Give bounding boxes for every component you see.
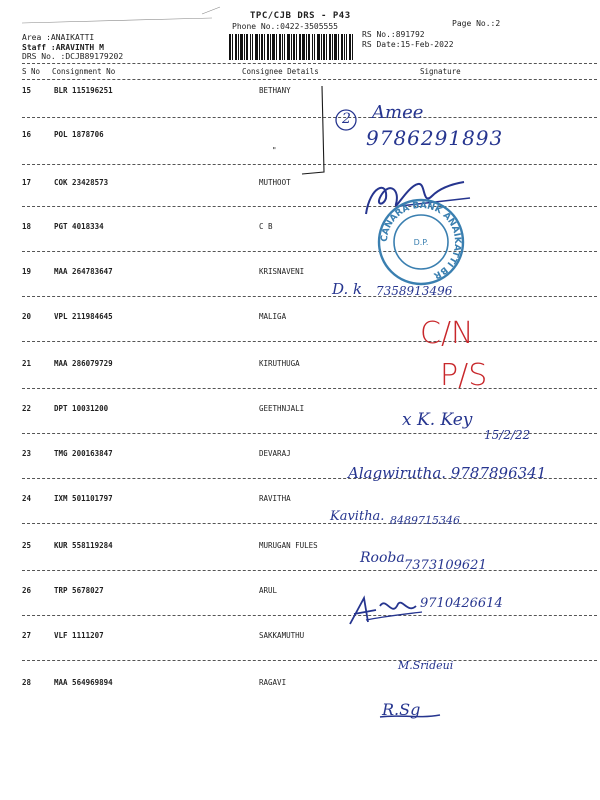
row-sno: 27 — [22, 631, 32, 640]
row-sno: 22 — [22, 404, 32, 413]
table-row — [0, 631, 600, 643]
row-sno: 20 — [22, 312, 32, 321]
right-meta-block — [362, 30, 454, 50]
row-sno: 25 — [22, 541, 32, 550]
row-consignee: KIRUTHUGA — [259, 359, 300, 368]
row-consignment: KUR 558119284 — [54, 541, 113, 550]
row-consignment: POL 1878706 — [54, 130, 104, 139]
row-consignment: MAA 264783647 — [54, 267, 113, 276]
staff-label: Staff :ARAVINTH M — [22, 42, 104, 52]
column-signature: Signature — [420, 67, 461, 76]
row-consignee: DEVARAJ — [259, 449, 291, 458]
handwritten-signature: M.Srideui — [398, 659, 454, 672]
row-consignment: VLF 1111207 — [54, 631, 104, 640]
handwritten-signature: x K. Key — [402, 410, 473, 430]
handwritten-signature: Kavitha. — [330, 509, 385, 524]
row-consignee: C B — [259, 222, 273, 231]
row-sno: 17 — [22, 178, 32, 187]
handwritten-phone: 7373109621 — [404, 558, 487, 573]
row-consignee: MUTHOOT — [259, 178, 291, 187]
table-row — [0, 449, 600, 461]
row-consignee: GEETHNJALI — [259, 404, 305, 413]
table-row — [0, 494, 600, 506]
handwritten-phone: 9710426614 — [420, 596, 503, 611]
header-frame-lines — [22, 6, 222, 24]
divider — [22, 63, 597, 64]
bank-stamp — [375, 196, 467, 288]
table-row — [0, 222, 600, 234]
row-consignment: PGT 4018334 — [54, 222, 104, 231]
row-sno: 23 — [22, 449, 32, 458]
row-sno: 18 — [22, 222, 32, 231]
table-row — [0, 541, 600, 553]
handwritten-date: 15/2/22 — [484, 428, 531, 442]
row-divider — [22, 206, 597, 207]
row-consignee: RAVITHA — [259, 494, 291, 503]
row-divider — [22, 296, 597, 297]
row-consignment: MAA 286079729 — [54, 359, 113, 368]
row-consignment: VPL 211984645 — [54, 312, 113, 321]
handwritten-phone: 7358913496 — [376, 284, 453, 298]
handwritten-signature: R.Sg — [382, 700, 421, 719]
row-divider — [22, 341, 597, 342]
document-title: TPC/CJB DRS - P43 — [250, 11, 351, 21]
row-consignee: BETHANY — [259, 86, 291, 95]
row-sno: 24 — [22, 494, 32, 503]
column-sno: S No — [22, 67, 41, 76]
rs-date: RS Date:15-Feb-2022 — [362, 40, 454, 49]
handwritten-code: C/N — [420, 316, 474, 351]
row-consignee: RAGAVI — [259, 678, 287, 687]
handwritten-code: P/S — [440, 358, 488, 393]
table-row — [0, 678, 600, 690]
row-consignee: KRISNAVENI — [259, 267, 305, 276]
column-consignee: Consignee Details — [242, 67, 319, 76]
handwritten-signature: Rooba — [360, 550, 405, 566]
handwritten-signature: Amee — [372, 102, 424, 123]
area-label: Area :ANAIKATTI — [22, 33, 95, 42]
row-sno: 15 — [22, 86, 32, 95]
row-consignee: MALIGA — [259, 312, 287, 321]
handwritten-phone: 9786291893 — [366, 126, 504, 150]
table-row — [0, 359, 600, 371]
handwritten-number: 2 — [342, 111, 351, 127]
row-divider — [22, 251, 597, 252]
rs-number: RS No.:891792 — [362, 30, 425, 39]
row-divider — [22, 523, 597, 524]
row-divider — [22, 388, 597, 389]
row-sno: 28 — [22, 678, 32, 687]
column-consignment: Consignment No — [52, 67, 116, 76]
page-number: Page No.:2 — [452, 19, 501, 28]
row-consignment: BLR 115196251 — [54, 86, 113, 95]
table-row — [0, 586, 600, 598]
signature-scribble — [346, 594, 426, 628]
stamp-center: D.P. — [413, 238, 429, 247]
row-consignee: SAKKAMUTHU — [259, 631, 305, 640]
row-consignment: TRP 5678027 — [54, 586, 104, 595]
handwritten-phone: 8489715346 — [390, 514, 460, 527]
row-sno: 21 — [22, 359, 32, 368]
table-row — [0, 267, 600, 279]
row-sno: 19 — [22, 267, 32, 276]
row-consignment: DPT 10031200 — [54, 404, 109, 413]
stamp-text: CANARA BANK ANAIKATTI BR — [379, 200, 463, 281]
row-consignee: MURUGAN FULES — [259, 541, 318, 550]
drs-number: DRS No. :DCJB89179202 — [22, 52, 124, 61]
row-consignment: IXM 501101797 — [54, 494, 113, 503]
barcode — [229, 34, 353, 60]
row-consignment: COK 23428573 — [54, 178, 109, 187]
divider — [22, 79, 597, 80]
row-divider — [22, 615, 597, 616]
row-consignment: TMG 200163847 — [54, 449, 113, 458]
row-sno: 16 — [22, 130, 32, 139]
table-row — [0, 178, 600, 190]
table-row — [0, 312, 600, 324]
row-consignee: " — [272, 146, 277, 155]
handwritten-signature: D. k — [332, 280, 363, 298]
left-meta-block — [22, 33, 123, 62]
phone-number: Phone No.:0422-3505555 — [232, 22, 338, 31]
handwritten-signature: Alagwirutha. 9787896341 — [348, 464, 547, 482]
row-divider — [22, 570, 597, 571]
table-header — [0, 67, 600, 79]
row-consignment: MAA 564969894 — [54, 678, 113, 687]
row-consignee: ARUL — [259, 586, 278, 595]
row-sno: 26 — [22, 586, 32, 595]
signature-underline — [378, 712, 442, 720]
table-row — [0, 404, 600, 416]
row-divider — [22, 660, 597, 661]
